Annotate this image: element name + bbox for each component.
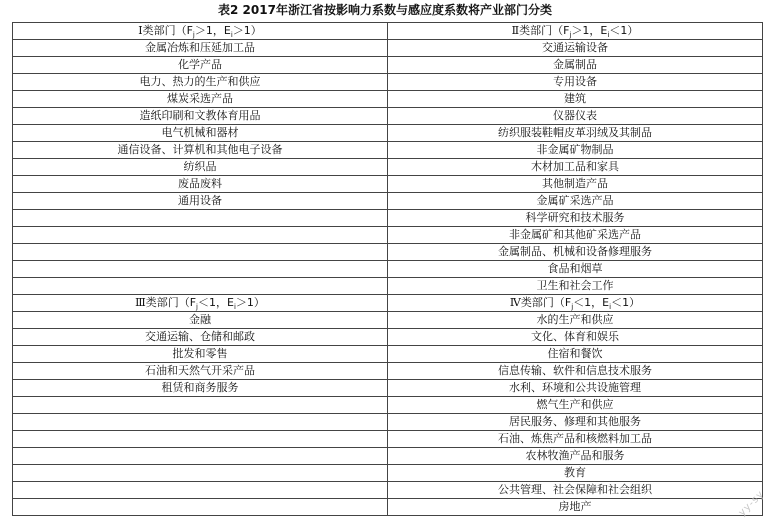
header-sub1: j (571, 303, 574, 312)
sector-cell-left: 纺织品 (13, 159, 388, 176)
header-cond1: ＜1，E (197, 296, 234, 309)
table-row (13, 244, 763, 261)
sector-cell-left: 金融 (13, 312, 388, 329)
sector-cell-right: 建筑 (388, 91, 763, 108)
table-row (13, 363, 763, 380)
header-label: 类部门（F (519, 24, 570, 37)
header-cond1: ＞1，E (194, 24, 231, 37)
table-row (13, 499, 763, 516)
sector-cell-left (13, 261, 388, 278)
bottom-header-row (13, 295, 763, 312)
table-row (13, 414, 763, 431)
sector-cell-right: 金属制品 (388, 57, 763, 74)
table-row (13, 261, 763, 278)
watermark: yy-sy (736, 488, 767, 519)
sector-cell-right: 石油、炼焦产品和核燃料加工品 (388, 431, 763, 448)
header-roman: Ⅳ (509, 296, 521, 309)
header-sub2: i (609, 303, 612, 312)
header-label: 类部门（F (142, 24, 193, 37)
header-sub1: j (192, 31, 195, 40)
sector-cell-right: 交通运输设备 (388, 40, 763, 57)
header-cond2: ＜1） (609, 24, 639, 37)
sector-cell-left (13, 244, 388, 261)
sector-cell-right: 科学研究和技术服务 (388, 210, 763, 227)
table-row (13, 57, 763, 74)
table-row (13, 142, 763, 159)
sector-cell-right: 卫生和社会工作 (388, 278, 763, 295)
sector-cell-left: 化学产品 (13, 57, 388, 74)
sector-cell-left (13, 414, 388, 431)
sector-cell-left: 煤炭采选产品 (13, 91, 388, 108)
table-row (13, 74, 763, 91)
sector-cell-left (13, 227, 388, 244)
header-sub2: i (233, 303, 236, 312)
sector-cell-right: 木材加工品和家具 (388, 159, 763, 176)
header-sub1: j (569, 31, 572, 40)
sector-cell-right: 教育 (388, 465, 763, 482)
header-cond1: ＞1，E (571, 24, 608, 37)
top-header-left (13, 23, 388, 40)
table-row (13, 125, 763, 142)
sector-cell-left: 通用设备 (13, 193, 388, 210)
table-row (13, 278, 763, 295)
industry-classification-table (12, 22, 763, 516)
sector-cell-left (13, 448, 388, 465)
sector-cell-left (13, 210, 388, 227)
sector-cell-right: 其他制造产品 (388, 176, 763, 193)
top-header-right (388, 23, 763, 40)
sector-cell-right: 水利、环境和公共设施管理 (388, 380, 763, 397)
header-cond2: ＞1） (235, 296, 265, 309)
table-row (13, 159, 763, 176)
header-roman: Ⅱ (511, 24, 520, 37)
sector-cell-right: 房地产 (388, 499, 763, 516)
table-row (13, 40, 763, 57)
table-row (13, 176, 763, 193)
table-row (13, 210, 763, 227)
sector-cell-left: 交通运输、仓储和邮政 (13, 329, 388, 346)
sector-cell-left (13, 499, 388, 516)
sector-cell-right: 非金属矿物制品 (388, 142, 763, 159)
sector-cell-right: 燃气生产和供应 (388, 397, 763, 414)
header-sub1: j (196, 303, 198, 312)
sector-cell-left: 废品废料 (13, 176, 388, 193)
header-sub2: i (230, 31, 233, 40)
top-header-row (13, 23, 763, 40)
header-roman: Ⅲ (135, 296, 146, 309)
sector-cell-left (13, 278, 388, 295)
header-cond2: ＞1） (232, 24, 262, 37)
header-label: 类部门（F (145, 296, 197, 309)
sector-cell-right: 居民服务、修理和其他服务 (388, 414, 763, 431)
sector-cell-right: 专用设备 (388, 74, 763, 91)
header-roman: Ⅰ (138, 24, 143, 37)
sector-cell-left (13, 465, 388, 482)
table-row (13, 380, 763, 397)
sector-cell-right: 金属矿采选产品 (388, 193, 763, 210)
table-row (13, 329, 763, 346)
sector-cell-right: 纺织服装鞋帽皮革羽绒及其制品 (388, 125, 763, 142)
table-row (13, 312, 763, 329)
table-row (13, 448, 763, 465)
sector-cell-left: 造纸印刷和文教体育用品 (13, 108, 388, 125)
sector-cell-right: 农林牧渔产品和服务 (388, 448, 763, 465)
bottom-header-left (13, 295, 388, 312)
sector-cell-left: 电力、热力的生产和供应 (13, 74, 388, 91)
sector-cell-left (13, 431, 388, 448)
sector-cell-left (13, 482, 388, 499)
sector-cell-left: 通信设备、计算机和其他电子设备 (13, 142, 388, 159)
table-row (13, 91, 763, 108)
sector-cell-left: 金属冶炼和压延加工品 (13, 40, 388, 57)
sector-cell-left: 电气机械和器材 (13, 125, 388, 142)
header-cond2: ＜1） (611, 296, 641, 309)
sector-cell-right: 金属制品、机械和设备修理服务 (388, 244, 763, 261)
table-row (13, 346, 763, 363)
table-title: 表2 2017年浙江省按影响力系数与感应度系数将产业部门分类 (218, 3, 552, 17)
sector-cell-left: 批发和零售 (13, 346, 388, 363)
table-row (13, 431, 763, 448)
table-row (13, 482, 763, 499)
table-row (13, 193, 763, 210)
table-row (13, 108, 763, 125)
table-row (13, 227, 763, 244)
table-row (13, 397, 763, 414)
sector-cell-right: 公共管理、社会保障和社会组织 (388, 482, 763, 499)
sector-cell-right: 食品和烟草 (388, 261, 763, 278)
header-cond1: ＜1，E (573, 296, 610, 309)
sector-cell-right: 非金属矿和其他矿采选产品 (388, 227, 763, 244)
sector-cell-left (13, 397, 388, 414)
sector-cell-right: 信息传输、软件和信息技术服务 (388, 363, 763, 380)
table-row (13, 465, 763, 482)
header-sub2: i (607, 31, 610, 40)
header-label: 类部门（F (520, 296, 572, 309)
sector-cell-right: 仪器仪表 (388, 108, 763, 125)
sector-cell-right: 住宿和餐饮 (388, 346, 763, 363)
sector-cell-left: 租赁和商务服务 (13, 380, 388, 397)
sector-cell-right: 文化、体育和娱乐 (388, 329, 763, 346)
sector-cell-left: 石油和天然气开采产品 (13, 363, 388, 380)
bottom-header-right (388, 295, 763, 312)
sector-cell-right: 水的生产和供应 (388, 312, 763, 329)
